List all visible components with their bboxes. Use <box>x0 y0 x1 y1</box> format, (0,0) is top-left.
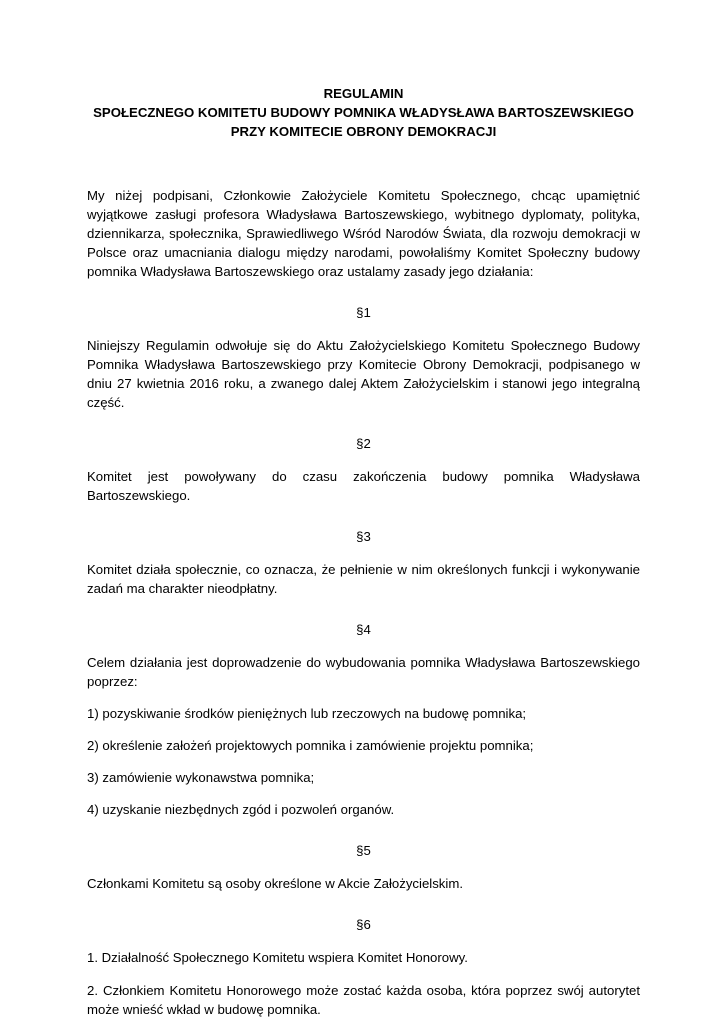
section-4-item-4: 4) uzyskanie niezbędnych zgód i pozwoleń organów. <box>87 802 395 817</box>
section-mark-1: §1 <box>356 305 371 320</box>
section-mark-4: §4 <box>356 622 371 637</box>
section-4-item-1: 1) pozyskiwanie środków pieniężnych lub rzeczowych na budowę pomnika; <box>87 706 527 721</box>
section-6-item-2: 2. Członkiem Komitetu Honorowego może zostać każda osoba, która poprzez swój autorytet może wnieść wkład w budowę pomnika. <box>87 983 640 1017</box>
section-4-text: Celem działania jest doprowadzenie do wybudowania pomnika Władysława Bartoszewskiego poprzez: <box>87 655 640 689</box>
section-4-item-3: 3) zamówienie wykonawstwa pomnika; <box>87 770 315 785</box>
section-5-text: Członkami Komitetu są osoby określone w Akcie Założycielskim. <box>87 876 463 891</box>
section-mark-2: §2 <box>356 436 371 451</box>
section-mark-6: §6 <box>356 917 371 932</box>
title-line-2: SPOŁECZNEGO KOMITETU BUDOWY POMNIKA WŁADYSŁAWA BARTOSZEWSKIEGO <box>93 105 634 120</box>
section-6-item-1: 1. Działalność Społecznego Komitetu wspiera Komitet Honorowy. <box>87 950 468 965</box>
section-1-text: Niniejszy Regulamin odwołuje się do Aktu Założycielskiego Komitetu Społecznego Budowy Pomnika Władysława Bartoszewskiego przy Komitecie Obrony Demokracji, podpisanego w dniu 27 kwietnia 2016 roku, a zwanego dalej Aktem Założycielskim i stanowi jego integralną część. <box>87 338 640 410</box>
title-line-1: REGULAMIN <box>323 86 404 101</box>
section-mark-3: §3 <box>356 529 371 544</box>
document-page <box>87 84 640 1019</box>
document-title <box>87 84 640 141</box>
section-4-item-2: 2) określenie założeń projektowych pomnika i zamówienie projektu pomnika; <box>87 738 534 753</box>
section-2-text: Komitet jest powoływany do czasu zakończenia budowy pomnika Władysława Bartoszewskiego. <box>87 469 640 503</box>
section-mark-5: §5 <box>356 843 371 858</box>
section-3-text: Komitet działa społecznie, co oznacza, że pełnienie w nim określonych funkcji i wykonywanie zadań ma charakter nieodpłatny. <box>87 562 640 596</box>
intro-paragraph: My niżej podpisani, Członkowie Założyciele Komitetu Społecznego, chcąc upamiętnić wyjątkowe zasługi profesora Władysława Bartoszewskiego, wybitnego dyplomaty, polityka, dziennikarza, społecznika, Sprawiedliwego Wśród Narodów Świata, dla rozwoju demokracji w Polsce oraz umacniania dialogu między narodami, powołaliśmy Komitet Społeczny budowy pomnika Władysława Bartoszewskiego oraz ustalamy zasady jego działania: <box>87 188 640 279</box>
title-line-3: PRZY KOMITECIE OBRONY DEMOKRACJI <box>230 124 497 139</box>
